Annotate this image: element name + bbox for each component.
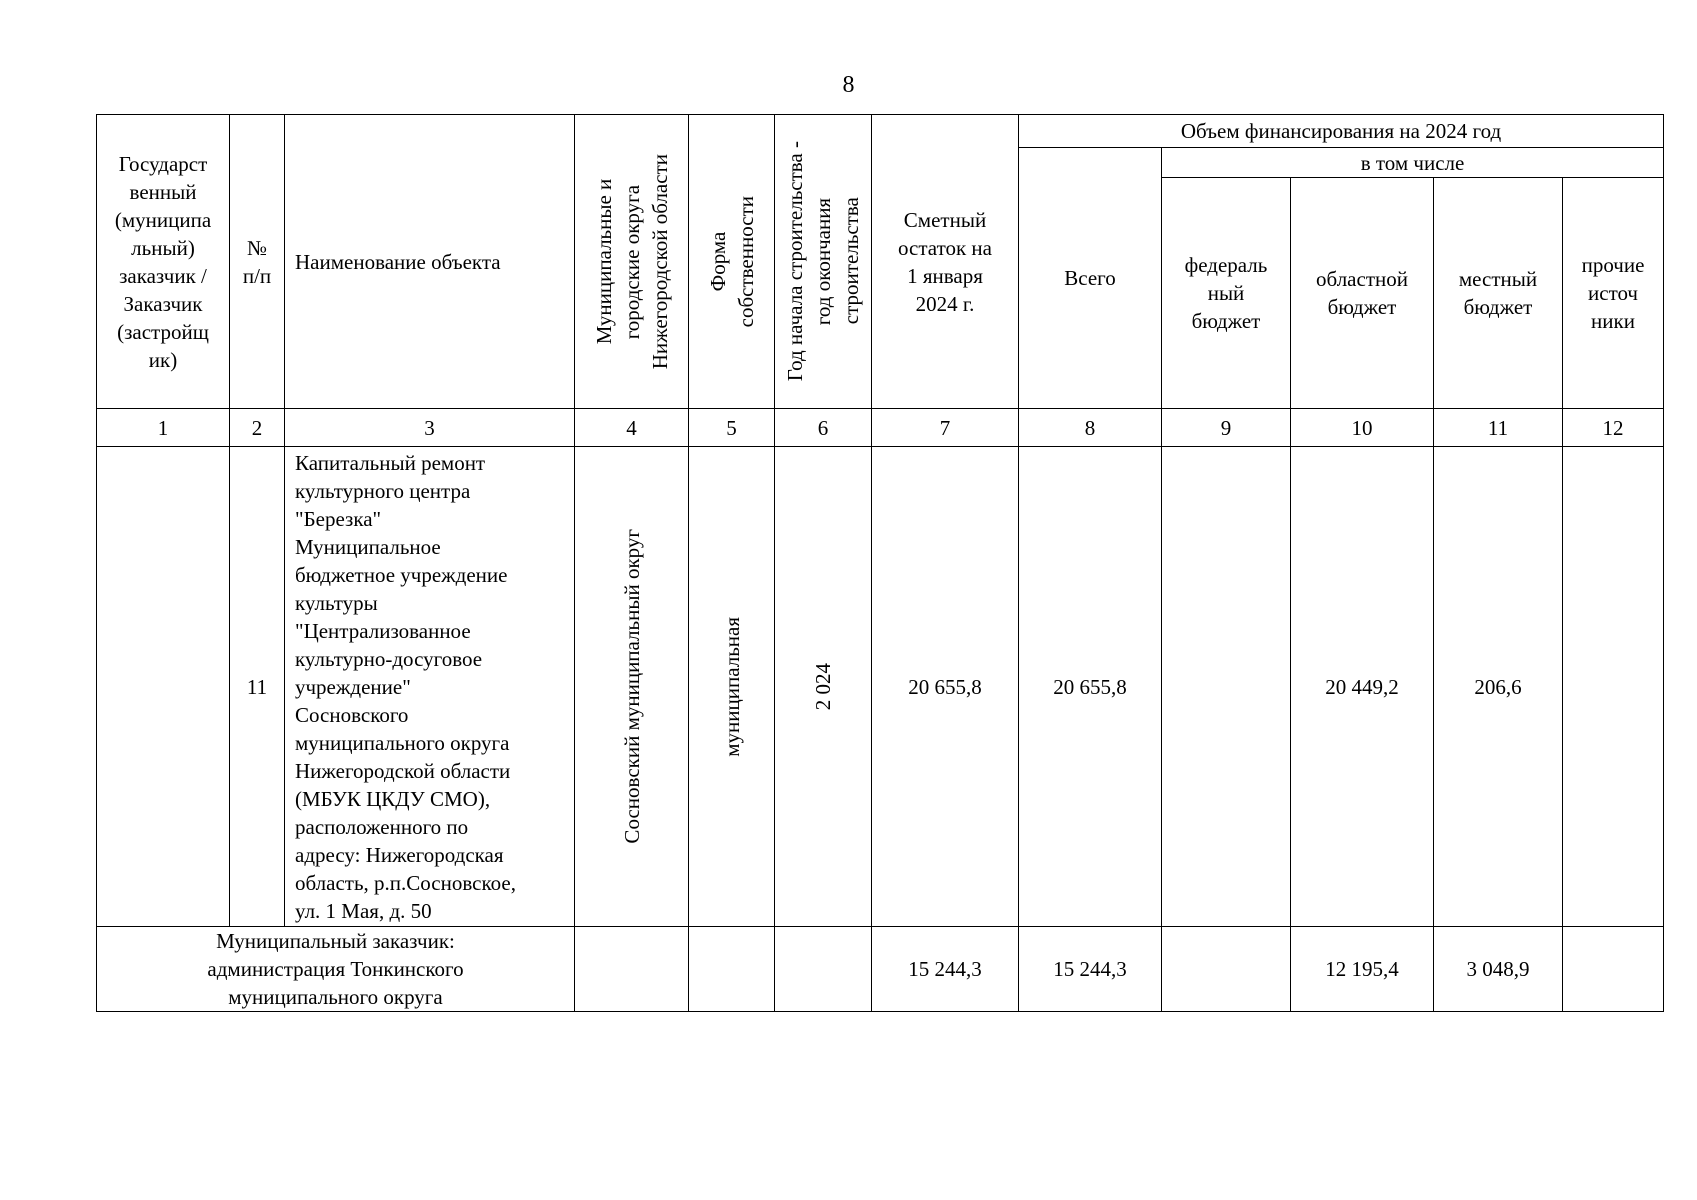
header-municipal-districts-text: Муниципальные и городские округа Нижегородской области [591, 153, 672, 370]
row-object-name: Капитальный ремонт культурного центра "Березка" Муниципальное бюджетное учреждение культуры "Централизованное культурно-досуговое учреждение" Сосновского муниципального округа Нижегородской области (МБУК ЦКДУ СМО), расположенного по адресу: Нижегородская область, р.п.Сосновское, ул. 1 Мая, д. 50 [285, 447, 575, 927]
row-municipal-district-text: Сосновский муниципальный округ [619, 529, 644, 844]
header-construction-years [775, 115, 872, 409]
customer-summary-ownership-form [689, 927, 775, 1012]
row-construction-years-text: 2 024 [811, 662, 835, 711]
customer-summary-label: Муниципальный заказчик: администрация Тонкинского муниципального округа [97, 927, 575, 1012]
row-other-sources [1563, 447, 1664, 927]
header-ownership-form [689, 115, 775, 409]
row-construction-years [775, 447, 872, 927]
header-financing-group: Объем финансирования на 2024 год [1019, 115, 1664, 148]
header-row-1 [97, 115, 1664, 148]
column-numbers-row [97, 409, 1664, 447]
customer-summary-row [97, 927, 1664, 1012]
customer-summary-total: 15 244,3 [1019, 927, 1162, 1012]
column-number: 11 [1434, 409, 1563, 447]
column-number: 6 [775, 409, 872, 447]
row-ownership-form [689, 447, 775, 927]
row-federal-budget [1162, 447, 1291, 927]
customer-summary-estimated-balance: 15 244,3 [872, 927, 1019, 1012]
row-index: 11 [230, 447, 285, 927]
customer-summary-municipal-district [575, 927, 689, 1012]
column-number: 12 [1563, 409, 1664, 447]
header-municipal-districts [575, 115, 689, 409]
row-local-budget: 206,6 [1434, 447, 1563, 927]
column-number: 9 [1162, 409, 1291, 447]
table-row [97, 447, 1664, 927]
row-regional-budget: 20 449,2 [1291, 447, 1434, 927]
column-number: 10 [1291, 409, 1434, 447]
header-ownership-form-text: Форма собственности [705, 195, 758, 328]
column-number: 8 [1019, 409, 1162, 447]
customer-summary-regional-budget: 12 195,4 [1291, 927, 1434, 1012]
column-number: 7 [872, 409, 1019, 447]
header-construction-years-text: Год начала строительства - год окончания строительства [783, 141, 863, 382]
page-number: 8 [842, 72, 855, 98]
column-number: 1 [97, 409, 230, 447]
financing-table [96, 114, 1664, 1012]
row-municipal-district [575, 447, 689, 927]
row-total: 20 655,8 [1019, 447, 1162, 927]
header-estimated-balance: Сметный остаток на 1 января 2024 г. [872, 115, 1019, 409]
row-customer [97, 447, 230, 927]
header-customer: Государст венный (муниципа льный) заказчик / Заказчик (застройщ ик) [97, 115, 230, 409]
row-ownership-form-text: муниципальная [719, 616, 744, 757]
header-index: № п/п [230, 115, 285, 409]
customer-summary-other-sources [1563, 927, 1664, 1012]
column-number: 2 [230, 409, 285, 447]
customer-summary-construction-years [775, 927, 872, 1012]
header-including-group: в том числе [1162, 148, 1664, 178]
header-other-sources: прочие источ ники [1563, 178, 1664, 409]
customer-summary-federal-budget [1162, 927, 1291, 1012]
column-number: 5 [689, 409, 775, 447]
column-number: 4 [575, 409, 689, 447]
header-total: Всего [1019, 148, 1162, 409]
customer-summary-local-budget: 3 048,9 [1434, 927, 1563, 1012]
header-object-name: Наименование объекта [285, 115, 575, 409]
header-local-budget: местный бюджет [1434, 178, 1563, 409]
header-regional-budget: областной бюджет [1291, 178, 1434, 409]
column-number: 3 [285, 409, 575, 447]
header-federal-budget: федераль ный бюджет [1162, 178, 1291, 409]
row-estimated-balance: 20 655,8 [872, 447, 1019, 927]
